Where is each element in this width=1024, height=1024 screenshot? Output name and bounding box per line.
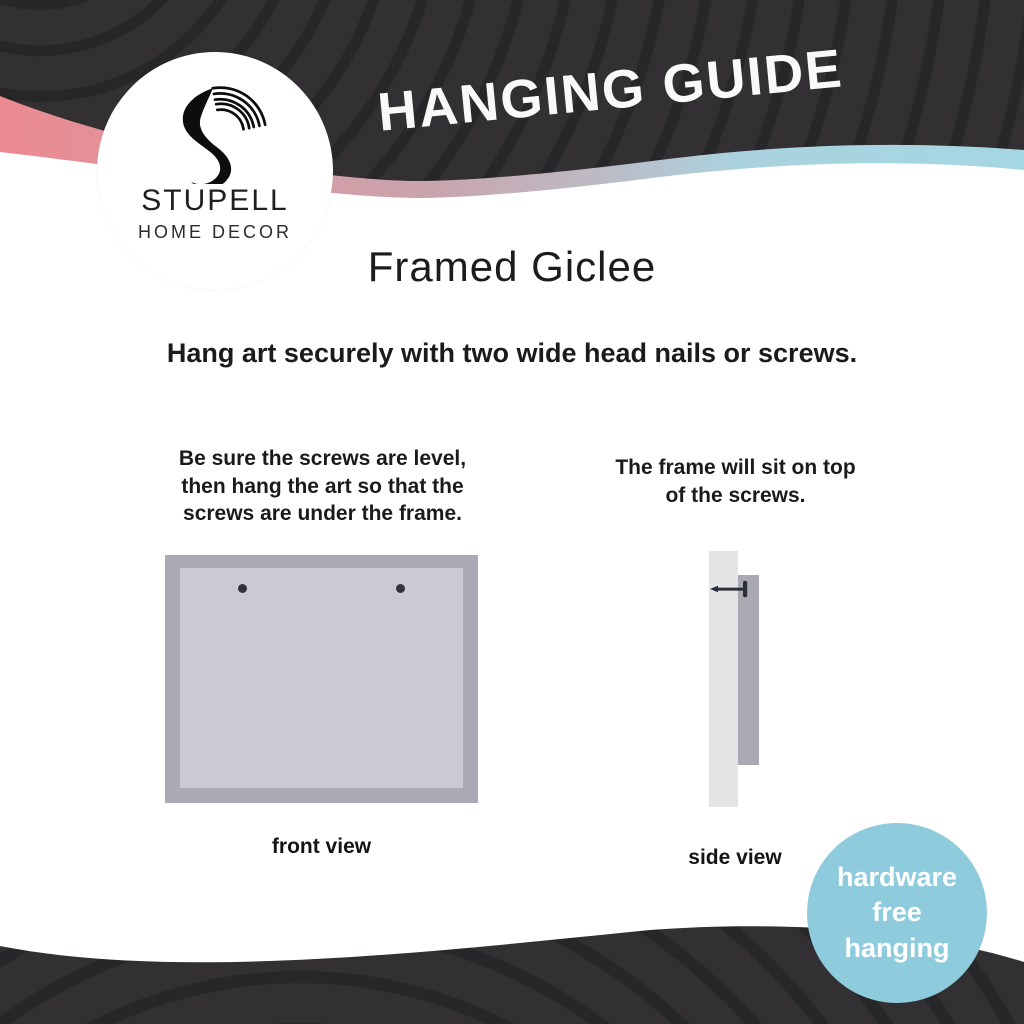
side-view-note-line: The frame will sit on top bbox=[615, 456, 856, 479]
side-view-frame-bar bbox=[738, 575, 759, 765]
front-view-note-line: screws are under the frame. bbox=[183, 502, 462, 526]
front-view-caption: front view bbox=[271, 835, 372, 858]
badge-line: free bbox=[872, 897, 922, 928]
screw-icon bbox=[238, 584, 247, 593]
side-view-note-line: of the screws. bbox=[665, 483, 806, 507]
front-view-note bbox=[155, 445, 490, 528]
hardware-free-badge bbox=[807, 823, 987, 1003]
brand-logo bbox=[97, 52, 333, 290]
product-type-title: Framed Giclee bbox=[367, 243, 657, 290]
badge-line: hardware bbox=[836, 861, 958, 892]
guide-title: HANGING GUIDE bbox=[375, 38, 846, 143]
badge-line: hanging bbox=[844, 932, 950, 963]
nail-icon bbox=[710, 580, 750, 598]
front-view-note-line: then hang the art so that the bbox=[181, 474, 464, 498]
side-view-note bbox=[608, 454, 863, 509]
front-view-artwork-area bbox=[180, 568, 463, 788]
screw-icon bbox=[396, 584, 405, 593]
brand-name: STUPELL bbox=[141, 184, 289, 217]
side-view-caption: side view bbox=[688, 846, 782, 869]
instruction-text: Hang art securely with two wide head nails or screws. bbox=[166, 338, 858, 368]
stupell-s-icon bbox=[156, 70, 274, 184]
front-view-note-line: Be sure the screws are level, bbox=[178, 447, 467, 470]
front-view-frame bbox=[165, 555, 478, 803]
brand-tagline: HOME DECOR bbox=[137, 222, 292, 242]
